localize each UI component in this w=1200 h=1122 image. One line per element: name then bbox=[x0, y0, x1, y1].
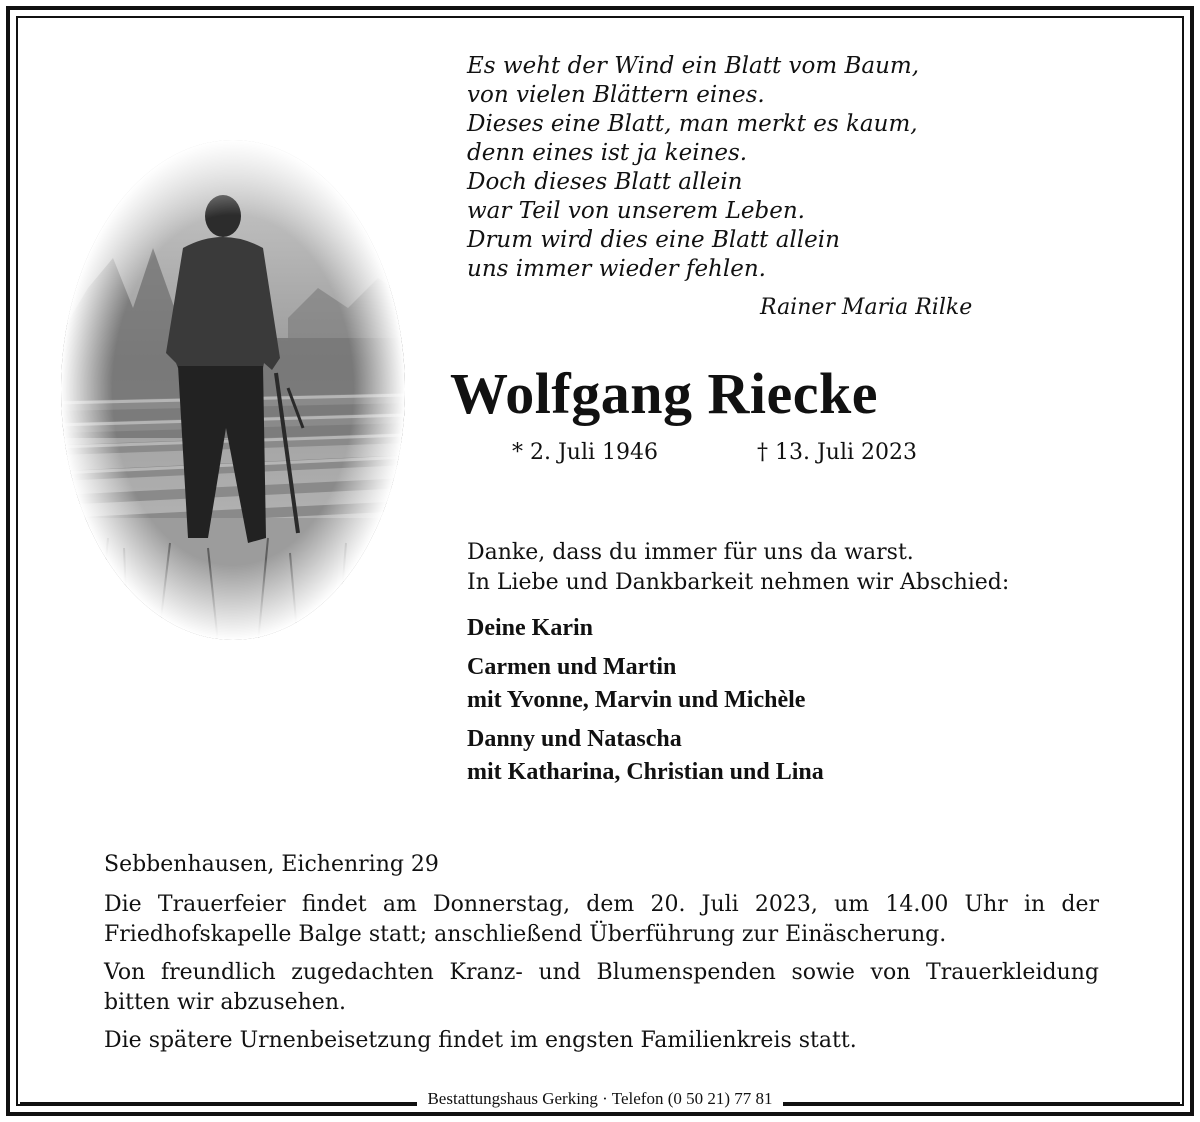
family-line: Carmen und Martin bbox=[467, 654, 677, 680]
footer bbox=[20, 1089, 1180, 1113]
address: Sebbenhausen, Eichenring 29 bbox=[104, 852, 439, 877]
footer-text-wrap bbox=[20, 1089, 1180, 1109]
family-line: Danny und Natascha bbox=[467, 726, 682, 752]
poem-line: uns immer wieder fehlen. bbox=[467, 256, 766, 282]
thanks-text bbox=[467, 538, 1009, 598]
family-group bbox=[467, 612, 824, 645]
family-line: mit Katharina, Christian und Lina bbox=[467, 759, 824, 785]
death-date: † 13. Juli 2023 bbox=[757, 440, 918, 465]
thanks-line: Danke, dass du immer für uns da warst. bbox=[467, 540, 914, 565]
funeral-info bbox=[104, 850, 1099, 1064]
poem-line: Dieses eine Blatt, man merkt es kaum, bbox=[467, 111, 918, 137]
deceased-name: Wolfgang Riecke bbox=[450, 361, 878, 426]
family-line: mit Yvonne, Marvin und Michèle bbox=[467, 687, 806, 713]
poem-line: war Teil von unserem Leben. bbox=[467, 198, 805, 224]
poem-line: Es weht der Wind ein Blatt vom Baum, bbox=[467, 53, 920, 79]
poem bbox=[467, 52, 919, 284]
flower-request: Von freundlich zugedachten Kranz- und Blumenspenden sowie von Trauerkleidung bitten wir abzusehen. bbox=[104, 960, 1099, 1015]
memorial-photo bbox=[58, 138, 408, 643]
family-group bbox=[467, 723, 824, 789]
birth-date: * 2. Juli 1946 bbox=[512, 440, 659, 465]
poem-line: denn eines ist ja keines. bbox=[467, 140, 748, 166]
family-group bbox=[467, 651, 824, 717]
poem-author: Rainer Maria Rilke bbox=[760, 295, 973, 320]
funeral-home-contact: Bestattungshaus Gerking · Telefon (0 50 21) 77 81 bbox=[417, 1089, 782, 1108]
burial-note: Die spätere Urnenbeisetzung findet im engsten Familienkreis statt. bbox=[104, 1028, 857, 1053]
funeral-details: Die Trauerfeier findet am Donnerstag, dem 20. Juli 2023, um 14.00 Uhr in der Friedhofskapelle Balge statt; anschließend Überführung zur Einäscherung. bbox=[104, 892, 1099, 947]
family-line: Deine Karin bbox=[467, 615, 593, 641]
thanks-line: In Liebe und Dankbarkeit nehmen wir Abschied: bbox=[467, 570, 1010, 595]
poem-line: von vielen Blättern eines. bbox=[467, 82, 765, 108]
family-list bbox=[467, 612, 824, 795]
poem-line: Drum wird dies eine Blatt allein bbox=[467, 227, 840, 253]
poem-line: Doch dieses Blatt allein bbox=[467, 169, 743, 195]
